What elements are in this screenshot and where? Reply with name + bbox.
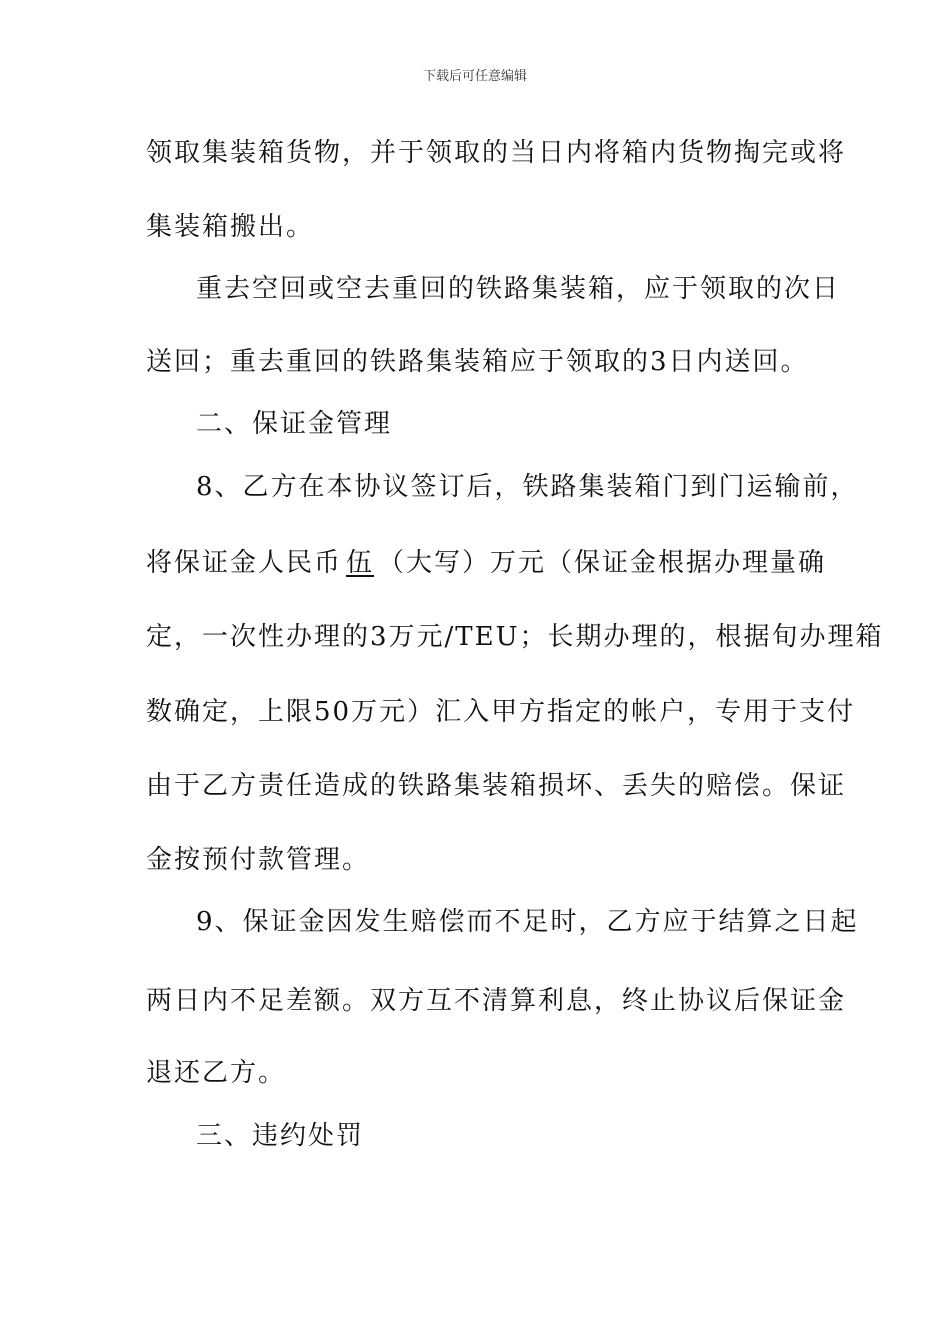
body-line-8: 定，一次性办理的3万元/TEU；长期办理的，根据旬办理箱 xyxy=(146,622,884,652)
body-line-1: 领取集装箱货物，并于领取的当日内将箱内货物掏完或将 xyxy=(146,138,847,168)
body-line-10: 由于乙方责任造成的铁路集装箱损坏、丢失的赔偿。保证 xyxy=(146,771,847,801)
amount-blank: 伍 xyxy=(346,548,375,578)
body-line-13: 两日内不足差额。双方互不清算利息，终止协议后保证金 xyxy=(146,986,847,1016)
body-line-4: 送回；重去重回的铁路集装箱应于领取的3日内送回。 xyxy=(146,347,809,377)
body-line-9: 数确定，上限50万元）汇入甲方指定的帐户，专用于支付 xyxy=(146,697,856,727)
section-heading-2: 二、保证金管理 xyxy=(196,409,393,439)
line-7-after: （大写）万元（保证金根据办理量确 xyxy=(378,548,827,578)
section-heading-3: 三、违约处罚 xyxy=(196,1121,365,1151)
body-line-6: 8、乙方在本协议签订后，铁路集装箱门到门运输前， xyxy=(196,472,859,502)
body-line-3: 重去空回或空去重回的铁路集装箱，应于领取的次日 xyxy=(196,274,841,304)
body-line-7 xyxy=(146,546,827,580)
line-7-before: 将保证金人民币 xyxy=(146,548,343,578)
body-line-14: 退还乙方。 xyxy=(146,1058,287,1088)
header-note: 下载后可任意编辑 xyxy=(422,69,527,84)
body-line-2: 集装箱搬出。 xyxy=(146,212,315,242)
body-line-11: 金按预付款管理。 xyxy=(146,845,371,875)
body-line-12: 9、保证金因发生赔偿而不足时，乙方应于结算之日起 xyxy=(196,907,859,937)
